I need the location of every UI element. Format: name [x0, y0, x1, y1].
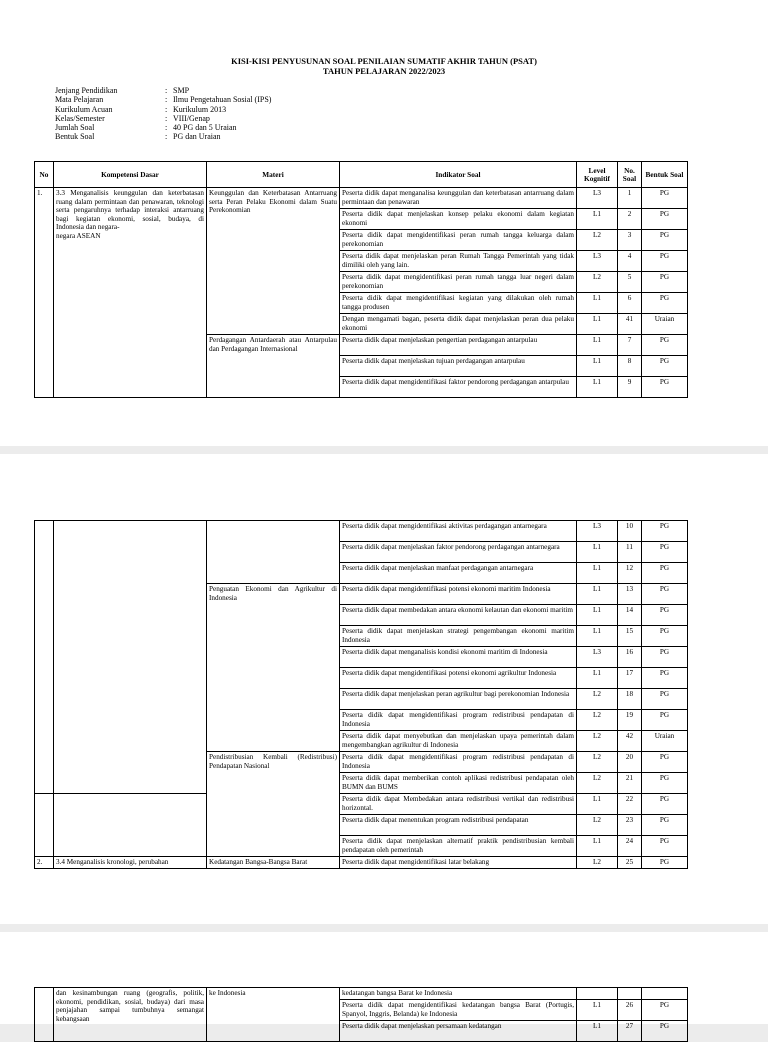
materi-cell: Keunggulan dan Keterbatasan Antarruang serta Peran Pelaku Ekonomi dalam Suatu Perekonomian [207, 188, 340, 335]
indikator-cell: Peserta didik dapat mengidentifikasi aktivitas perdagangan antarnegara [340, 521, 577, 542]
meta-value: Ilmu Pengetahuan Sosial (IPS) [173, 95, 272, 105]
no-soal-cell: 17 [618, 668, 642, 689]
meta-value: SMP [173, 86, 190, 95]
indikator-cell: Peserta didik dapat mengidentifikasi potensi ekonomi agrikultur Indonesia [340, 668, 577, 689]
indikator-cell: Peserta didik dapat menjelaskan peran agrikultur bagi perekonomian Indonesia [340, 689, 577, 710]
materi-cell: Perdagangan Antardaerah atau Antarpulau dan Perdagangan Internasional [207, 335, 340, 398]
bentuk-cell: PG [642, 710, 688, 731]
indikator-cell: Peserta didik dapat Membedakan antara redistribusi vertikal dan redistribusi horizontal. [340, 794, 577, 815]
no-soal-cell: 13 [618, 584, 642, 605]
bentuk-cell: PG [642, 794, 688, 815]
kompetensi-dasar-cell-empty [54, 794, 207, 857]
header-no-soal: No. Soal [618, 162, 642, 188]
level-cell: L1 [577, 836, 618, 857]
document-page-1 [0, 0, 768, 446]
document-title: KISI-KISI PENYUSUNAN SOAL PENILAIAN SUMATIF AKHIR TAHUN (PSAT) [231, 56, 537, 66]
row-number-empty [35, 521, 54, 794]
indikator-cell: Peserta didik dapat mengidentifikasi peran rumah tangga keluarga dalam perekonomian [340, 230, 577, 251]
bentuk-cell: PG [642, 230, 688, 251]
no-soal-cell-empty [618, 988, 642, 1000]
table-row [35, 794, 688, 815]
meta-value: Kurikulum 2013 [173, 104, 227, 114]
bentuk-cell: PG [642, 1021, 688, 1042]
no-soal-cell: 12 [618, 563, 642, 584]
meta-label: Mata Pelajaran [55, 95, 104, 105]
level-cell: L1 [577, 1021, 618, 1042]
bentuk-cell: PG [642, 188, 688, 209]
level-cell: L2 [577, 731, 618, 752]
no-soal-cell: 3 [618, 230, 642, 251]
meta-colon: : [165, 86, 168, 95]
bentuk-cell: PG [642, 647, 688, 668]
level-cell: L3 [577, 188, 618, 209]
bentuk-cell: PG [642, 605, 688, 626]
indikator-cell: Peserta didik dapat menjelaskan konsep pelaku ekonomi dalam kegiatan ekonomi [340, 209, 577, 230]
level-cell: L1 [577, 1000, 618, 1021]
level-cell: L2 [577, 857, 618, 869]
bentuk-cell: PG [642, 356, 688, 377]
kompetensi-dasar-text: 3.3 Menganalisis keunggulan dan keterbatasan ruang dalam permintaan dan penawaran, teknologi serta pengaruhnya terhadap interaksi antarruang bagi kegiatan ekonomi, sosial, budaya, di Indonesia dan negara- [56, 189, 204, 232]
indikator-cell: Peserta didik dapat mengidentifikasi kedatangan bangsa Barat (Portugis, Spanyol, Inggris, Belanda) ke Indonesia [340, 1000, 577, 1021]
indikator-cell: Peserta didik dapat memberikan contoh aplikasi redistribusi pendapatan oleh BUMN dan BUMS [340, 773, 577, 794]
materi-cell: Kedatangan Bangsa-Bangsa Barat [207, 857, 340, 869]
bentuk-cell: PG [642, 815, 688, 836]
level-cell-empty [577, 988, 618, 1000]
no-soal-cell: 21 [618, 773, 642, 794]
indikator-cell: Peserta didik dapat menentukan program redistribusi pendapatan [340, 815, 577, 836]
level-cell: L1 [577, 356, 618, 377]
level-cell: L2 [577, 752, 618, 773]
table-row [35, 188, 688, 209]
level-cell: L1 [577, 563, 618, 584]
meta-colon: : [165, 104, 168, 114]
kompetensi-dasar-cell-empty [54, 521, 207, 794]
level-cell: L1 [577, 584, 618, 605]
bentuk-cell: PG [642, 521, 688, 542]
no-soal-cell: 22 [618, 794, 642, 815]
indikator-cell: Peserta didik dapat menjelaskan faktor pendorong perdagangan antarnegara [340, 542, 577, 563]
no-soal-cell: 19 [618, 710, 642, 731]
indikator-cell: Peserta didik dapat menjelaskan peran Rumah Tangga Pemerintah yang tidak dimiliki oleh yang lain. [340, 251, 577, 272]
no-soal-cell: 26 [618, 1000, 642, 1021]
meta-colon: : [165, 132, 168, 142]
level-cell: L1 [577, 209, 618, 230]
no-soal-cell: 24 [618, 836, 642, 857]
no-soal-cell: 8 [618, 356, 642, 377]
level-cell: L1 [577, 314, 618, 335]
materi-cell-empty [207, 521, 340, 584]
meta-label: Kurikulum Acuan [55, 104, 113, 114]
meta-value: PG dan Uraian [173, 132, 221, 142]
kompetensi-dasar-cell [54, 188, 207, 398]
row-number-empty [35, 794, 54, 857]
document-page-2 [0, 454, 768, 924]
header-indikator: Indikator Soal [340, 162, 577, 188]
kompetensi-dasar-cell: dan kesinambungan ruang (geografis, politik, ekonomi, pendidikan, sosial, budaya) dari masa penjajahan sampai tumbuhnya semangat kebangsaan [54, 988, 207, 1042]
bentuk-cell: PG [642, 542, 688, 563]
indikator-cell: Peserta didik dapat membedakan antara ekonomi kelautan dan ekonomi maritim [340, 605, 577, 626]
indikator-cell: Peserta didik dapat mengidentifikasi latar belakang [340, 857, 577, 869]
bentuk-cell: PG [642, 668, 688, 689]
level-cell: L1 [577, 293, 618, 314]
table-row [35, 521, 688, 542]
level-cell: L2 [577, 689, 618, 710]
indikator-cell: Peserta didik dapat mengidentifikasi peran rumah tangga luar negeri dalam perekonomian [340, 272, 577, 293]
indikator-cell: Dengan mengamati bagan, peserta didik dapat menjelaskan peran dua pelaku ekonomi [340, 314, 577, 335]
indikator-cell: Peserta didik dapat menganalisis kondisi ekonomi maritim di Indonesia [340, 647, 577, 668]
meta-row [55, 132, 271, 141]
meta-colon: : [165, 95, 168, 105]
meta-label: Jumlah Soal [55, 123, 95, 133]
bentuk-cell: PG [642, 377, 688, 398]
kompetensi-dasar-text-cont: negara ASEAN [56, 231, 101, 240]
no-soal-cell: 6 [618, 293, 642, 314]
level-cell: L1 [577, 335, 618, 356]
bentuk-cell: Uraian [642, 314, 688, 335]
no-soal-cell: 10 [618, 521, 642, 542]
level-cell: L1 [577, 794, 618, 815]
no-soal-cell: 7 [618, 335, 642, 356]
materi-cell: ke Indonesia [207, 988, 340, 1042]
table-row [35, 988, 688, 1000]
indikator-cell: Peserta didik dapat menjelaskan manfaat perdagangan antarnegara [340, 563, 577, 584]
header-level: Level Kognitif [577, 162, 618, 188]
indikator-cell: Peserta didik dapat mengidentifikasi program redistribusi pendapatan di Indonesia [340, 752, 577, 773]
level-cell: L2 [577, 230, 618, 251]
level-cell: L2 [577, 710, 618, 731]
bentuk-cell: PG [642, 1000, 688, 1021]
meta-value: 40 PG dan 5 Uraian [173, 123, 237, 133]
level-cell: L3 [577, 251, 618, 272]
document-meta [55, 86, 271, 142]
bentuk-cell: Uraian [642, 731, 688, 752]
no-soal-cell: 14 [618, 605, 642, 626]
bentuk-cell-empty [642, 988, 688, 1000]
bentuk-cell: PG [642, 836, 688, 857]
document-subtitle: TAHUN PELAJARAN 2022/2023 [322, 66, 446, 76]
level-cell: L1 [577, 626, 618, 647]
no-soal-cell: 27 [618, 1021, 642, 1042]
bentuk-cell: PG [642, 689, 688, 710]
meta-label: Kelas/Semester [55, 113, 105, 123]
document-page-3 [0, 932, 768, 1030]
no-soal-cell: 20 [618, 752, 642, 773]
no-soal-cell: 1 [618, 188, 642, 209]
no-soal-cell: 9 [618, 377, 642, 398]
level-cell: L2 [577, 773, 618, 794]
indikator-cell: Peserta didik dapat menjelaskan pengertian perdagangan antarpulau [340, 335, 577, 356]
materi-cell: Penguatan Ekonomi dan Agrikultur di Indonesia [207, 584, 340, 752]
indikator-cell: kedatangan bangsa Barat ke Indonesia [340, 988, 577, 1000]
indikator-cell: Peserta didik dapat mengidentifikasi faktor pendorong perdagangan antarpulau [340, 377, 577, 398]
indikator-cell: Peserta didik dapat menjelaskan strategi pengembangan ekonomi maritim Indonesia [340, 626, 577, 647]
no-soal-cell: 25 [618, 857, 642, 869]
bentuk-cell: PG [642, 752, 688, 773]
no-soal-cell: 11 [618, 542, 642, 563]
no-soal-cell: 41 [618, 314, 642, 335]
level-cell: L1 [577, 605, 618, 626]
level-cell: L1 [577, 377, 618, 398]
no-soal-cell: 2 [618, 209, 642, 230]
meta-row [55, 86, 271, 95]
row-number: 1. [35, 188, 54, 398]
meta-row [55, 95, 271, 104]
no-soal-cell: 5 [618, 272, 642, 293]
bentuk-cell: PG [642, 209, 688, 230]
row-number: 2. [35, 857, 54, 869]
bentuk-cell: PG [642, 584, 688, 605]
indikator-cell: Peserta didik dapat menjelaskan alternatif praktik pendistribusian kembali pendapatan oleh pemerintah [340, 836, 577, 857]
level-cell: L1 [577, 542, 618, 563]
no-soal-cell: 18 [618, 689, 642, 710]
kisi-kisi-table-page-1 [34, 161, 688, 398]
no-soal-cell: 23 [618, 815, 642, 836]
meta-row [55, 105, 271, 114]
materi-cell: Pendistribusian Kembali (Redistribusi) Pendapatan Nasional [207, 752, 340, 857]
indikator-cell: Peserta didik dapat menyebutkan dan menjelaskan upaya pemerintah dalam mengembangkan agrikultur di Indonesia [340, 731, 577, 752]
bentuk-cell: PG [642, 251, 688, 272]
meta-colon: : [165, 123, 168, 133]
meta-label: Jenjang Pendidikan [55, 86, 118, 95]
level-cell: L2 [577, 815, 618, 836]
bentuk-cell: PG [642, 335, 688, 356]
header-bentuk: Bentuk Soal [642, 162, 688, 188]
bentuk-cell: PG [642, 563, 688, 584]
no-soal-cell: 15 [618, 626, 642, 647]
level-cell: L3 [577, 521, 618, 542]
indikator-cell: Peserta didik dapat mengidentifikasi kegiatan yang dilakukan oleh rumah tangga produsen [340, 293, 577, 314]
indikator-cell: Peserta didik dapat mengidentifikasi program redistribusi pendapatan di Indonesia [340, 710, 577, 731]
meta-row [55, 123, 271, 132]
meta-row [55, 114, 271, 123]
indikator-cell: Peserta didik dapat menjelaskan tujuan perdagangan antarpulau [340, 356, 577, 377]
bentuk-cell: PG [642, 773, 688, 794]
kisi-kisi-table-page-3 [34, 987, 688, 1042]
row-number-empty [35, 988, 54, 1042]
header-materi: Materi [207, 162, 340, 188]
level-cell: L2 [577, 272, 618, 293]
bentuk-cell: PG [642, 857, 688, 869]
meta-colon: : [165, 113, 168, 123]
no-soal-cell: 42 [618, 731, 642, 752]
indikator-cell: Peserta didik dapat menganalisa keunggulan dan keterbatasan antarruang dalam permintaan dan penawaran [340, 188, 577, 209]
bentuk-cell: PG [642, 626, 688, 647]
header-no: No [35, 162, 54, 188]
header-kompetensi-dasar: Kompetensi Dasar [54, 162, 207, 188]
no-soal-cell: 4 [618, 251, 642, 272]
table-header-row [35, 162, 688, 188]
level-cell: L3 [577, 647, 618, 668]
table-row [35, 857, 688, 869]
bentuk-cell: PG [642, 272, 688, 293]
indikator-cell: Peserta didik dapat menjelaskan persamaan kedatangan [340, 1021, 577, 1042]
no-soal-cell: 16 [618, 647, 642, 668]
meta-value: VIII/Genap [173, 113, 210, 123]
indikator-cell: Peserta didik dapat mengidentifikasi potensi ekonomi maritim Indonesia [340, 584, 577, 605]
bentuk-cell: PG [642, 293, 688, 314]
level-cell: L1 [577, 668, 618, 689]
kisi-kisi-table-page-2 [34, 520, 688, 869]
meta-label: Bentuk Soal [55, 132, 95, 142]
kompetensi-dasar-cell: 3.4 Menganalisis kronologi, perubahan [54, 857, 207, 869]
